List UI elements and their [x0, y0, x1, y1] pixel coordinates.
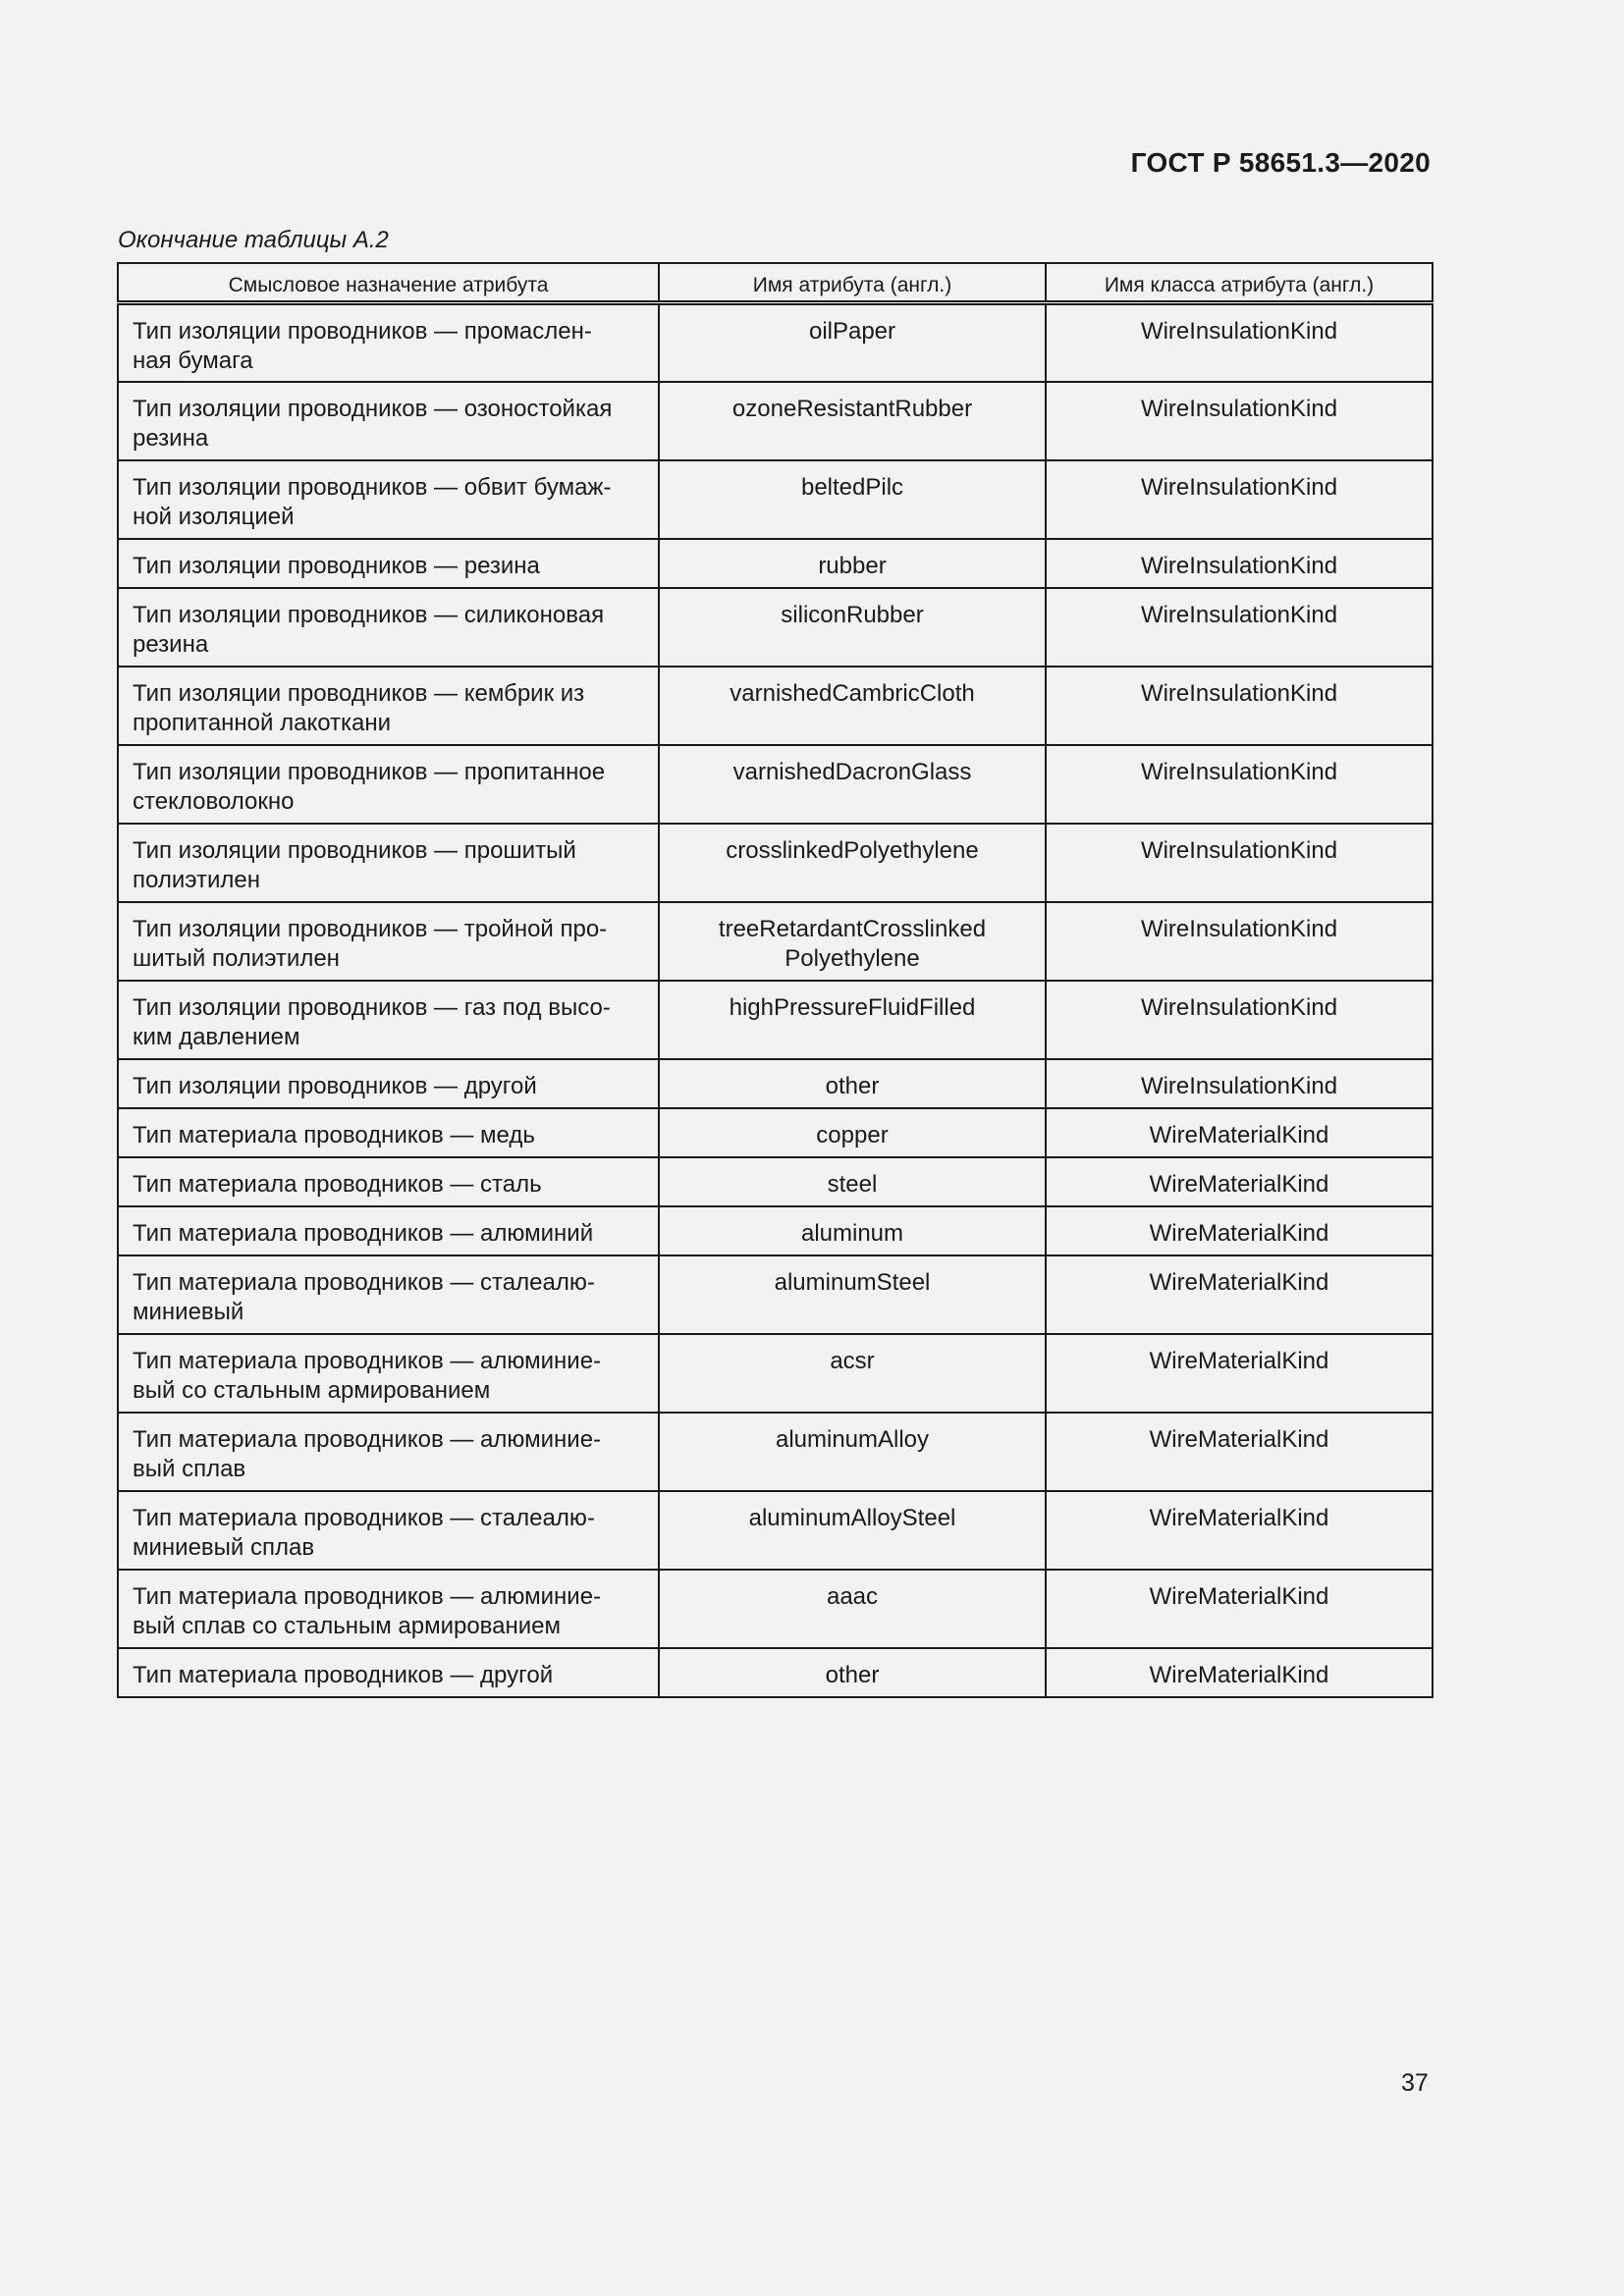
- cell-attribute-class: WireInsulationKind: [1046, 981, 1433, 1059]
- cell-meaning: Тип материала проводников — сталеалю- миниевый сплав: [118, 1491, 659, 1570]
- cell-attribute-name: aluminumAlloySteel: [659, 1491, 1046, 1570]
- table-row: [118, 1570, 1433, 1648]
- cell-attribute-class: WireInsulationKind: [1046, 902, 1433, 981]
- table-row: [118, 303, 1433, 382]
- cell-attribute-name: aluminumSteel: [659, 1255, 1046, 1334]
- cell-attribute-class: WireMaterialKind: [1046, 1491, 1433, 1570]
- column-header-attribute-class: Имя класса атрибута (англ.): [1046, 263, 1433, 303]
- cell-meaning: Тип материала проводников — алюминий: [118, 1206, 659, 1255]
- document-code: ГОСТ Р 58651.3—2020: [1130, 147, 1431, 178]
- cell-attribute-class: WireMaterialKind: [1046, 1206, 1433, 1255]
- cell-attribute-name: rubber: [659, 539, 1046, 588]
- cell-attribute-name: varnishedDacronGlass: [659, 745, 1046, 824]
- cell-attribute-class: WireInsulationKind: [1046, 539, 1433, 588]
- cell-meaning: Тип изоляции проводников — пропитанное стекловолокно: [118, 745, 659, 824]
- cell-meaning: Тип изоляции проводников — газ под высо- ким давлением: [118, 981, 659, 1059]
- cell-attribute-name: copper: [659, 1108, 1046, 1157]
- cell-attribute-class: WireMaterialKind: [1046, 1157, 1433, 1206]
- table-row: [118, 1413, 1433, 1491]
- table-row: [118, 981, 1433, 1059]
- table-row: [118, 1255, 1433, 1334]
- cell-attribute-name: aaac: [659, 1570, 1046, 1648]
- cell-attribute-name: steel: [659, 1157, 1046, 1206]
- table-row: [118, 539, 1433, 588]
- cell-attribute-class: WireInsulationKind: [1046, 1059, 1433, 1108]
- table-row: [118, 1334, 1433, 1413]
- cell-attribute-name: crosslinkedPolyethylene: [659, 824, 1046, 902]
- cell-attribute-name: varnishedCambricCloth: [659, 667, 1046, 745]
- cell-attribute-name: aluminumAlloy: [659, 1413, 1046, 1491]
- cell-meaning: Тип изоляции проводников — озоностойкая резина: [118, 382, 659, 460]
- cell-meaning: Тип изоляции проводников — силиконовая резина: [118, 588, 659, 667]
- cell-attribute-class: WireInsulationKind: [1046, 667, 1433, 745]
- table-row: [118, 1108, 1433, 1157]
- cell-attribute-class: WireMaterialKind: [1046, 1255, 1433, 1334]
- table-row: [118, 1491, 1433, 1570]
- table-row: [118, 1206, 1433, 1255]
- table-row: [118, 1157, 1433, 1206]
- table-row: [118, 460, 1433, 539]
- cell-meaning: Тип материала проводников — сталеалю- миниевый: [118, 1255, 659, 1334]
- cell-attribute-name: acsr: [659, 1334, 1046, 1413]
- cell-meaning: Тип изоляции проводников — другой: [118, 1059, 659, 1108]
- table-row: [118, 824, 1433, 902]
- page-number: 37: [1401, 2069, 1429, 2097]
- cell-meaning: Тип изоляции проводников — кембрик из пропитанной лакоткани: [118, 667, 659, 745]
- cell-attribute-name: aluminum: [659, 1206, 1046, 1255]
- table-row: [118, 745, 1433, 824]
- cell-attribute-name: siliconRubber: [659, 588, 1046, 667]
- cell-meaning: Тип изоляции проводников — тройной про- шитый полиэтилен: [118, 902, 659, 981]
- cell-meaning: Тип материала проводников — алюминие- вый сплав со стальным армированием: [118, 1570, 659, 1648]
- cell-attribute-class: WireMaterialKind: [1046, 1108, 1433, 1157]
- cell-attribute-name: beltedPilc: [659, 460, 1046, 539]
- cell-attribute-name: highPressureFluidFilled: [659, 981, 1046, 1059]
- cell-meaning: Тип изоляции проводников — промаслен- ная бумага: [118, 303, 659, 382]
- table-row: [118, 667, 1433, 745]
- cell-attribute-name: oilPaper: [659, 303, 1046, 382]
- table-row: [118, 382, 1433, 460]
- cell-attribute-name: ozoneResistantRubber: [659, 382, 1046, 460]
- cell-attribute-name: other: [659, 1059, 1046, 1108]
- cell-attribute-class: WireMaterialKind: [1046, 1648, 1433, 1697]
- table-row: [118, 902, 1433, 981]
- cell-meaning: Тип материала проводников — медь: [118, 1108, 659, 1157]
- column-header-attribute-name: Имя атрибута (англ.): [659, 263, 1046, 303]
- cell-attribute-class: WireMaterialKind: [1046, 1334, 1433, 1413]
- cell-meaning: Тип изоляции проводников — обвит бумаж- ной изоляцией: [118, 460, 659, 539]
- attribute-table: [117, 262, 1434, 1698]
- cell-attribute-class: WireInsulationKind: [1046, 460, 1433, 539]
- table-body: [118, 303, 1433, 1697]
- cell-meaning: Тип материала проводников — алюминие- вый сплав: [118, 1413, 659, 1491]
- cell-attribute-class: WireInsulationKind: [1046, 382, 1433, 460]
- cell-meaning: Тип материала проводников — другой: [118, 1648, 659, 1697]
- cell-attribute-name: treeRetardantCrosslinked Polyethylene: [659, 902, 1046, 981]
- table-header: [118, 263, 1433, 303]
- table-row: [118, 1059, 1433, 1108]
- cell-meaning: Тип изоляции проводников — прошитый полиэтилен: [118, 824, 659, 902]
- cell-attribute-class: WireMaterialKind: [1046, 1413, 1433, 1491]
- cell-attribute-class: WireInsulationKind: [1046, 303, 1433, 382]
- cell-attribute-name: other: [659, 1648, 1046, 1697]
- table-row: [118, 588, 1433, 667]
- table-caption: Окончание таблицы А.2: [118, 227, 389, 253]
- column-header-meaning: Смысловое назначение атрибута: [118, 263, 659, 303]
- cell-meaning: Тип материала проводников — алюминие- вый со стальным армированием: [118, 1334, 659, 1413]
- cell-attribute-class: WireInsulationKind: [1046, 824, 1433, 902]
- table-row: [118, 1648, 1433, 1697]
- cell-meaning: Тип материала проводников — сталь: [118, 1157, 659, 1206]
- cell-attribute-class: WireInsulationKind: [1046, 588, 1433, 667]
- cell-attribute-class: WireInsulationKind: [1046, 745, 1433, 824]
- cell-attribute-class: WireMaterialKind: [1046, 1570, 1433, 1648]
- cell-meaning: Тип изоляции проводников — резина: [118, 539, 659, 588]
